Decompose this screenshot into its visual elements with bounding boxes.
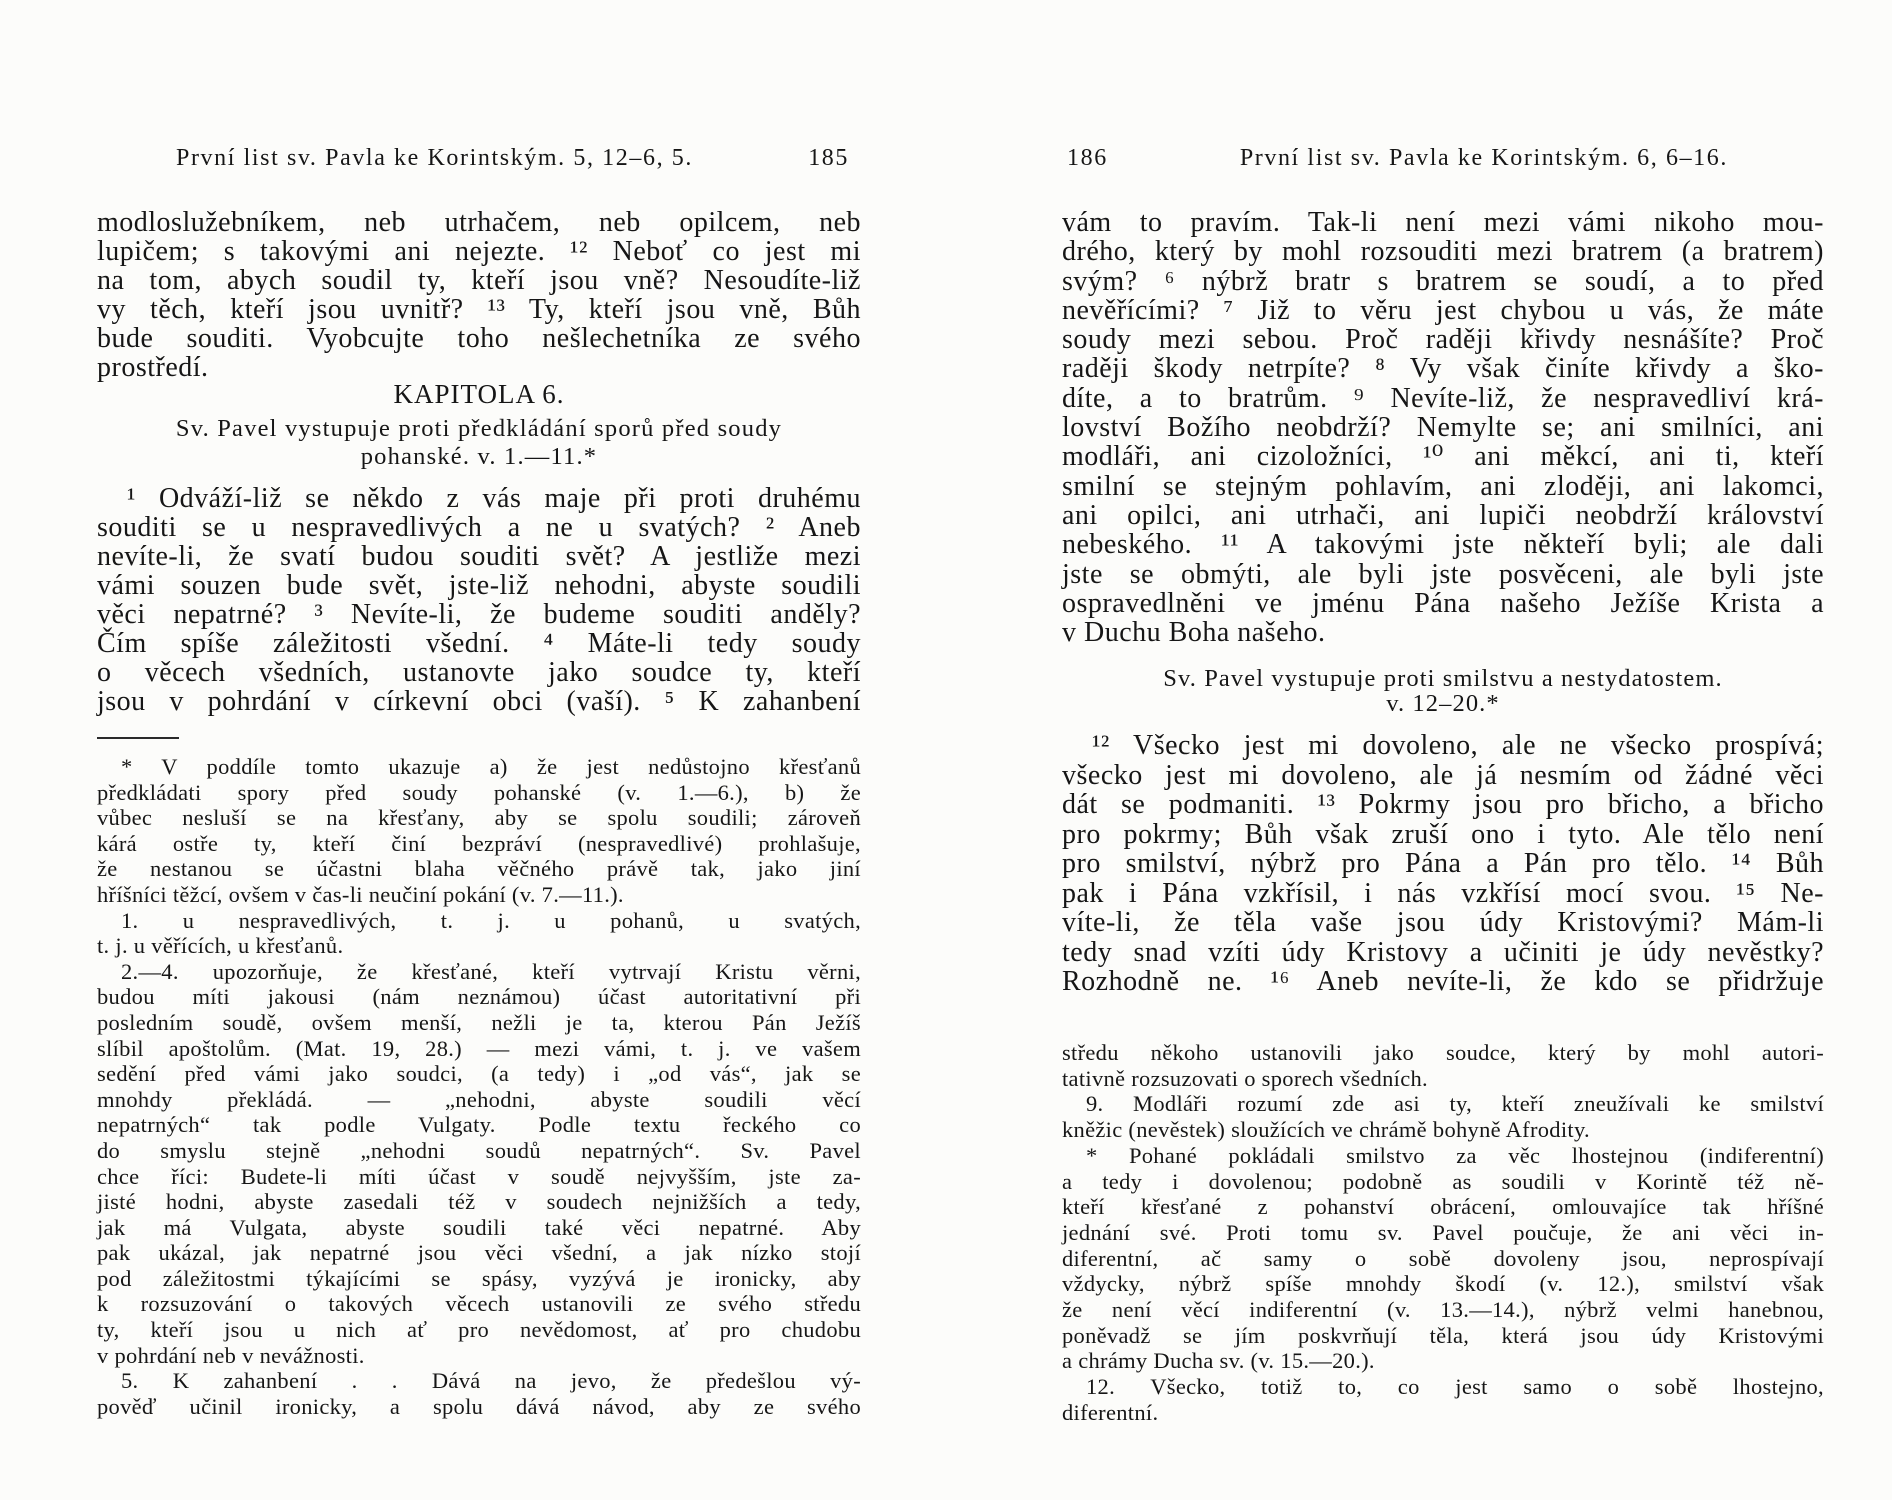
text-line: jsou v pohrdání v církevní obci (vaší). ⁵ K zahanbení bbox=[97, 686, 861, 717]
text-line: že není věcí indiferentní (v. 13.—14.), nýbrž velmi hanebnou, bbox=[1062, 1297, 1824, 1323]
text-line: středu někoho ustanovili jako soudce, který by mohl autori- bbox=[1062, 1040, 1824, 1065]
text-line: ospravedlněni ve jménu Pána našeho Ježíše Krista a bbox=[1062, 587, 1824, 619]
footnote-rule bbox=[97, 737, 179, 739]
text-line: nebeského. ¹¹ A takovými jste někteří byli; ale dali bbox=[1062, 529, 1824, 561]
text-line: 12. Všecko, totiž to, co jest samo o sobě lhostejno, bbox=[1086, 1374, 1824, 1400]
text-line: pro pokrmy; Bůh však zruší ono i tyto. Ale tělo není bbox=[1062, 818, 1824, 850]
text-line: vůbec nesluší se na křesťany, aby se spolu soudili; zároveň bbox=[97, 805, 861, 831]
text-line: víte-li, že těla vaše jsou údy Kristovými? Mám-li bbox=[1062, 907, 1824, 938]
text-line: bude souditi. Vyobcujte toho nešlechetníka ze svého bbox=[97, 323, 861, 354]
text-line: k rozsuzování o takových věcech ustanovili ze svého středu bbox=[97, 1291, 861, 1317]
text-line: chce říci: Budete-li míti účast v soudě nejvyšším, jste za- bbox=[97, 1163, 861, 1189]
text-line: raději škody netrpíte? ⁸ Vy však činíte křivdy a ško- bbox=[1062, 353, 1824, 385]
text-line: lupičem; s takovými ani nejezte. ¹² Neboť co jest mi bbox=[97, 236, 861, 267]
page-number: 185 bbox=[808, 145, 849, 171]
footnotes bbox=[97, 754, 861, 1419]
text-line: pohanské. v. 1.—11.* bbox=[360, 443, 598, 470]
text-line: jednání své. Proti tomu sv. Pavel poučuje, že ani věci in- bbox=[1062, 1219, 1824, 1245]
text-line: a tedy i dovolenou; podobně as soudili v Korintě též ně- bbox=[1062, 1168, 1824, 1194]
text-line: v. 12–20.* bbox=[1386, 689, 1500, 717]
text-line: pro smilství, nýbrž pro Pána a Pán pro tělo. ¹⁴ Bůh bbox=[1062, 848, 1824, 879]
section-heading bbox=[97, 415, 861, 471]
text-line: smilní se stejným pohlavím, ani zloději, ani lakomci, bbox=[1062, 470, 1824, 502]
right-page bbox=[1062, 0, 1824, 1500]
text-line: diferentní, ač samy o sobě dovoleny jsou, neprospívají bbox=[1062, 1245, 1824, 1271]
running-head: První list sv. Pavla ke Korintským. 6, 6–16. bbox=[1239, 145, 1728, 171]
text-line: nepatrných“ tak podle Vulgaty. Podle textu řeckého co bbox=[97, 1112, 861, 1138]
text-line: ¹ Odváží-liž se někdo z vás maje při proti druhému bbox=[127, 483, 861, 514]
text-line: mnohdy překládá. — „nehodni, abyste soudili věcí bbox=[97, 1086, 861, 1112]
text-line: tedy snad vzíti údy Kristovy a učiniti je údy nevěstky? bbox=[1062, 936, 1824, 968]
text-line: modláři, ani cizoložníci, ¹⁰ ani měkcí, ani ti, kteří bbox=[1062, 441, 1824, 473]
text-line: hříšníci těžcí, ovšem v čas-li neučiní pokání (v. 7.—11.). bbox=[97, 881, 624, 907]
section-heading bbox=[1062, 667, 1824, 716]
text-line: * V poddíle tomto ukazuje a) že jest nedůstojno křesťanů bbox=[121, 754, 861, 779]
text-line: 9. Modláři rozumí zde asi ty, kteří zneužívali ke smilství bbox=[1086, 1091, 1824, 1117]
footnote-star bbox=[97, 754, 861, 908]
footnote-5-continued bbox=[1062, 1040, 1824, 1091]
footnote-12 bbox=[1062, 1374, 1824, 1425]
text-line: v pohrdání neb v nevážnosti. bbox=[97, 1342, 365, 1368]
text-line: vám to pravím. Tak-li není mezi vámi nikoho mou- bbox=[1062, 207, 1824, 238]
text-line: prostředí. bbox=[97, 352, 209, 383]
paragraph-verses-12-13 bbox=[97, 208, 861, 382]
text-line: jisté hodni, abyste zasedali též v soudech nejnižších a tedy, bbox=[97, 1189, 861, 1215]
text-line: jak má Vulgata, abyste soudili také věci nepatrné. Aby bbox=[97, 1214, 861, 1240]
text-line: slíbil apoštolům. (Mat. 19, 28.) — mezi vámi, t. j. ve vašem bbox=[97, 1035, 861, 1061]
text-line: vámi souzen bude svět, jste-liž nehodni, abyste soudili bbox=[97, 570, 861, 601]
text-line: díte, a to bratrům. ⁹ Nevíte-liž, že nespravedliví krá- bbox=[1062, 382, 1824, 414]
text-line: Sv. Pavel vystupuje proti předkládání sporů před soudy bbox=[175, 415, 783, 442]
text-line: jste se obmýti, ale byli jste posvěceni, ale byli jste bbox=[1062, 558, 1824, 590]
text-line: nevíte-li, že svatí budou souditi svět? A jestliže mezi bbox=[97, 541, 861, 572]
text-line: drého, který by mohl rozsouditi mezi bratrem (a bratrem) bbox=[1062, 236, 1824, 268]
text-line: a chrámy Ducha sv. (v. 15.—20.). bbox=[1062, 1348, 1375, 1374]
text-line: nevěřícími? ⁷ Již to věru jest chybou u vás, že máte bbox=[1062, 294, 1824, 326]
paragraph-verses-5-11 bbox=[1062, 208, 1824, 647]
text-line: kněžic (nevěstek) sloužících ve chrámě bohyně Afrodity. bbox=[1062, 1117, 1590, 1143]
text-line: Sv. Pavel vystupuje proti smilstvu a nestydatostem. bbox=[1163, 665, 1723, 692]
footnote-star bbox=[1062, 1143, 1824, 1374]
text-line: věci nepatrné? ³ Nevíte-li, že budeme souditi anděly? bbox=[97, 599, 861, 630]
footnote-5 bbox=[97, 1368, 861, 1419]
text-line: budou míti jakousi (nám neznámou) účast autoritativní při bbox=[97, 984, 861, 1010]
text-line: ¹² Všecko jest mi dovoleno, ale ne všecko prospívá; bbox=[1092, 730, 1824, 761]
text-line: svým? ⁶ nýbrž bratr s bratrem se soudí, a to před bbox=[1062, 265, 1824, 297]
footnote-1 bbox=[97, 908, 861, 959]
text-line: 5. K zahanbení . . Dává na jevo, že předešlou vý- bbox=[121, 1368, 861, 1394]
text-line: pověď učinil ironicky, a spolu dává návod, aby ze svého bbox=[97, 1393, 861, 1419]
running-head: První list sv. Pavla ke Korintským. 5, 12–6, 5. bbox=[176, 145, 693, 171]
text-line: pak ukázal, jak nepatrné jsou věci všední, a jak nízko stojí bbox=[97, 1240, 861, 1266]
text-line: dát se podmaniti. ¹³ Pokrmy jsou pro břicho, a břicho bbox=[1062, 789, 1824, 820]
text-line: ani opilci, ani utrhači, ani lupiči neobdrží království bbox=[1062, 499, 1824, 531]
text-line: všecko jest mi dovoleno, ale já nesmím od žádné věci bbox=[1062, 759, 1824, 791]
chapter-heading: KAPITOLA 6. bbox=[393, 379, 565, 409]
text-line: v Duchu Boha našeho. bbox=[1062, 617, 1326, 649]
text-line: že nestanou se účastni blaha věčného právě tak, jako jiní bbox=[97, 856, 861, 882]
text-line: kteří křesťané z pohanství obrácení, omlouvajíce tak hříšné bbox=[1062, 1194, 1824, 1220]
text-line: * Pohané pokládali smilstvo za věc lhostejnou (indiferentní) bbox=[1086, 1142, 1824, 1168]
text-line: pod záležitostmi týkajícími se spásy, vyzývá je ironicky, aby bbox=[97, 1265, 861, 1291]
text-line: o věcech všedních, ustanovte jako soudce ty, kteří bbox=[97, 657, 861, 688]
text-line: na tom, abych soudil ty, kteří jsou vně? Nesoudíte-liž bbox=[97, 265, 861, 296]
running-header bbox=[176, 143, 849, 173]
text-line: souditi se u nespravedlivých a ne u svatých? ² Aneb bbox=[97, 512, 861, 543]
text-line: soudy mezi sebou. Proč raději křivdy nesnášíte? Proč bbox=[1062, 324, 1824, 356]
text-line: poněvadž se jím poskvrňují těla, která jsou údy Kristovými bbox=[1062, 1322, 1824, 1348]
text-line: t. j. u věřících, u křesťanů. bbox=[97, 933, 344, 959]
text-line: lovství Božího neobdrží? Nemylte se; ani smilníci, ani bbox=[1062, 412, 1824, 444]
text-line: ty, kteří jsou u nich ať pro nevědomost, ať pro chudobu bbox=[97, 1317, 861, 1343]
text-line: Čím spíše záležitosti všední. ⁴ Máte-li tedy soudy bbox=[97, 628, 861, 659]
text-line: modloslužebníkem, neb utrhačem, neb opilcem, neb bbox=[97, 207, 861, 238]
text-line: vždycky, nýbrž spíše mnohdy škodí (v. 12.), smilství však bbox=[1062, 1271, 1824, 1297]
text-line: předkládati spory před soudy pohanské (v. 1.—6.), b) že bbox=[97, 779, 861, 805]
page-number: 186 bbox=[1067, 145, 1108, 171]
text-line: 2.—4. upozorňuje, že křesťané, kteří vytrvají Kristu věrni, bbox=[121, 958, 861, 984]
text-line: sedění před vámi jako soudci, (a tedy) i „od vás“, jak se bbox=[97, 1061, 861, 1087]
footnote-9 bbox=[1062, 1091, 1824, 1142]
text-line: posledním soudě, ovšem menší, nežli je ta, kterou Pán Ježíš bbox=[97, 1009, 861, 1035]
paragraph-verses-1-5 bbox=[97, 484, 861, 716]
text-line: diferentní. bbox=[1062, 1399, 1159, 1425]
text-line: tativně rozsuzovati o sporech všedních. bbox=[1062, 1065, 1428, 1091]
text-line: kárá ostře ty, kteří činí bezpráví (nespravedlivé) prohlašuje, bbox=[97, 830, 861, 856]
footnotes bbox=[1062, 1040, 1824, 1426]
text-line: Rozhodně ne. ¹⁶ Aneb nevíte-li, že kdo se přidržuje bbox=[1062, 966, 1824, 997]
text-line: do smyslu stejně „nehodni soudů nepatrných“. Sv. Pavel bbox=[97, 1137, 861, 1163]
text-line: pak i Pána vzkřísil, i nás vzkřísí mocí svou. ¹⁵ Ne- bbox=[1062, 877, 1824, 909]
text-line: vy těch, kteří jsou uvnitř? ¹³ Ty, kteří jsou vně, Bůh bbox=[97, 294, 861, 325]
running-header bbox=[1067, 143, 1728, 173]
left-page bbox=[97, 0, 861, 1500]
footnote-2-4 bbox=[97, 959, 861, 1369]
text-line: 1. u nespravedlivých, t. j. u pohanů, u svatých, bbox=[121, 907, 861, 933]
paragraph-verses-12-16 bbox=[1062, 731, 1824, 997]
